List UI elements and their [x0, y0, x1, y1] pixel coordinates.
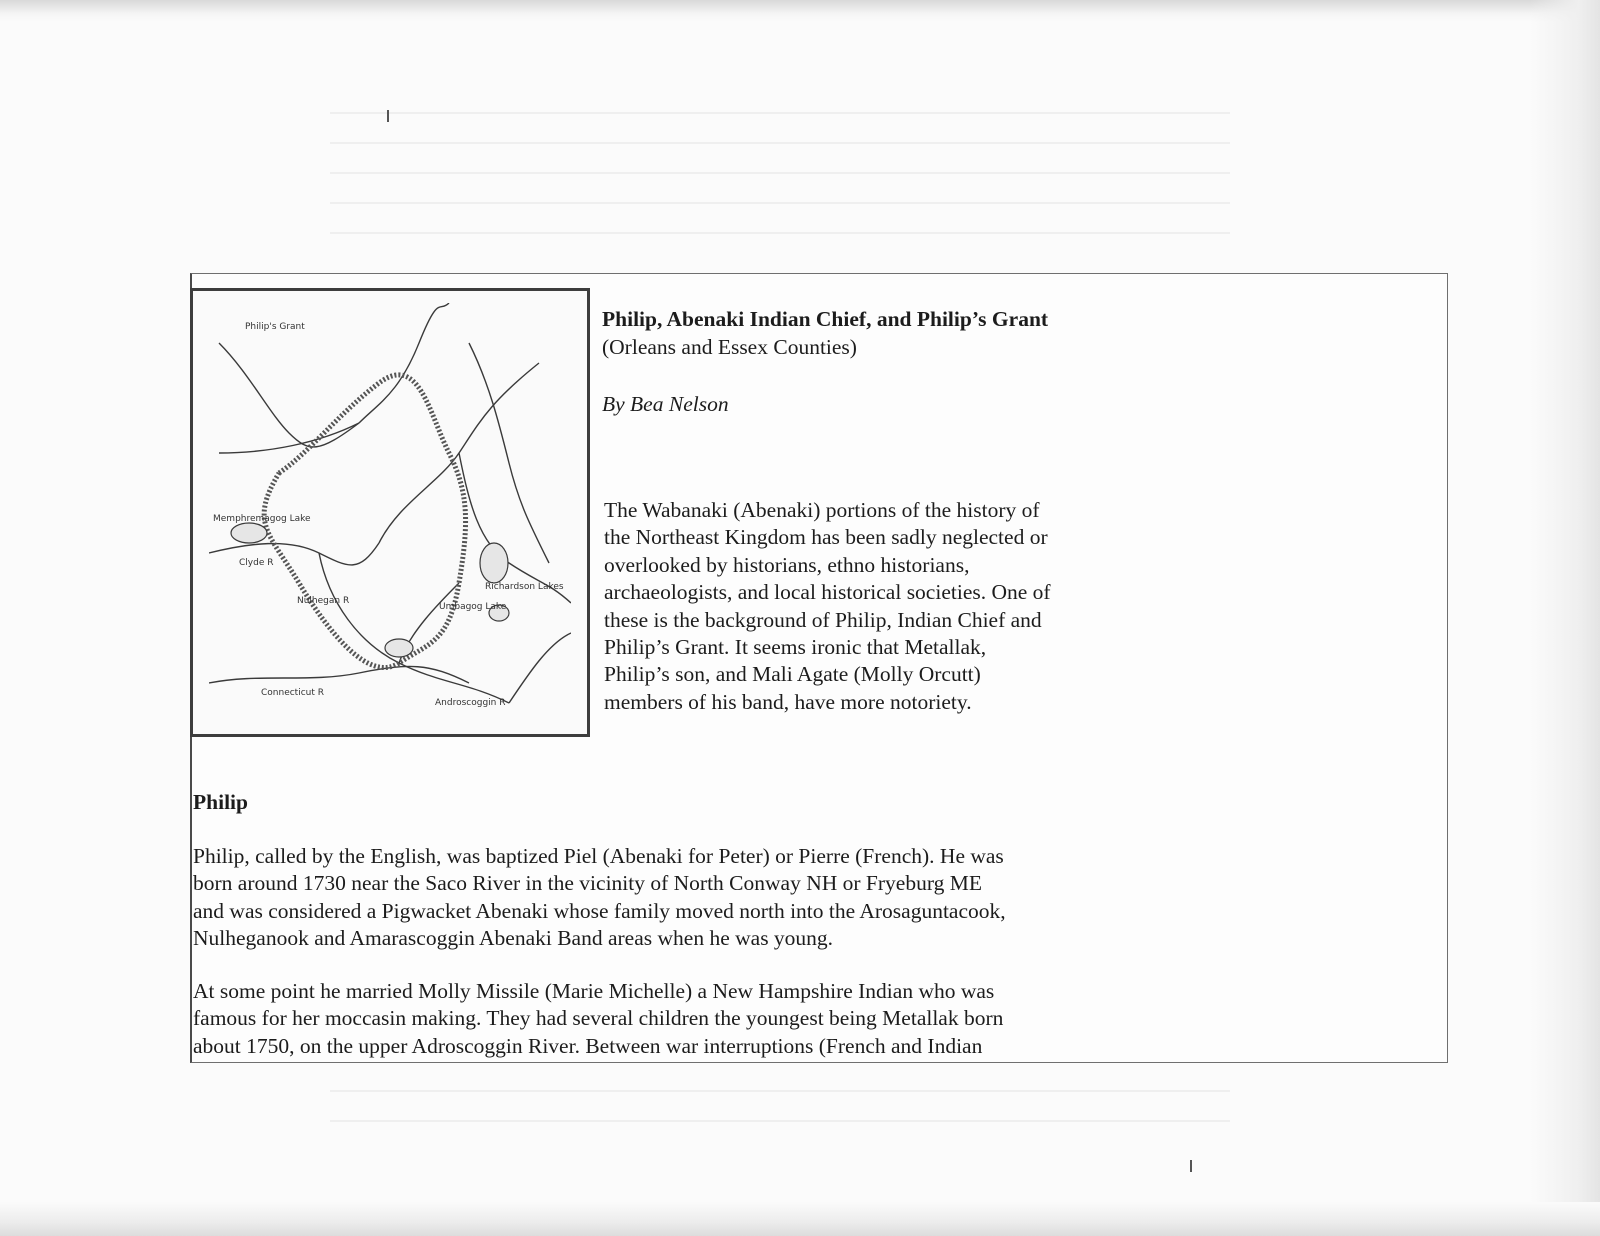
intro-line: The Wabanaki (Abenaki) portions of the history of	[604, 498, 1040, 522]
paragraph-line: Philip, called by the English, was baptized Piel (Abenaki for Peter) or Pierre (French). He was	[193, 844, 1004, 868]
intro-line: archaeologists, and local historical societies. One of	[604, 580, 1051, 605]
article-title: Philip, Abenaki Indian Chief, and Philip’s Grant	[602, 307, 1049, 331]
body-paragraph-1	[193, 843, 1308, 953]
article-subtitle: (Orleans and Essex Counties)	[602, 335, 857, 359]
scan-speck	[1190, 1160, 1192, 1172]
article-byline: By Bea Nelson	[602, 392, 729, 416]
intro-line: these is the background of Philip, Indian Chief and	[604, 607, 1042, 632]
river-line	[219, 343, 359, 447]
paragraph-line: At some point he married Molly Missile (Marie Michelle) a New Hampshire Indian who was	[193, 979, 995, 1003]
body-paragraph-2-clip	[190, 973, 1320, 1061]
intro-line: Philip’s Grant. It seems ironic that Metallak,	[604, 635, 987, 660]
body-paragraph-2	[193, 978, 1308, 1060]
lake-shape	[231, 523, 267, 543]
map-label-river2: Nulhegan R	[297, 596, 350, 606]
intro-paragraph	[604, 497, 1124, 716]
paragraph-line: and was considered a Pigwacket Abenaki whose family moved north into the Arosaguntacook,	[193, 898, 1006, 923]
map-figure	[190, 288, 590, 737]
bleed-through-line	[330, 1090, 1230, 1092]
paragraph-line: born around 1730 near the Saco River in the vicinity of North Conway NH or Fryeburg ME	[193, 871, 982, 896]
map-label-lake3: Richardson Lakes	[485, 582, 564, 592]
intro-line: overlooked by historians, ethno historians,	[604, 552, 970, 577]
bleed-through-line	[330, 202, 1230, 204]
map-label-lake1: Memphremagog Lake	[213, 514, 311, 524]
page-edge-right	[1530, 0, 1600, 1236]
section-heading: Philip	[193, 790, 248, 814]
map-drawing	[209, 303, 571, 721]
bleed-through-line	[330, 232, 1230, 234]
map-label-river4: Androscoggin R	[435, 698, 506, 708]
bleed-through-line	[330, 142, 1230, 144]
intro-line: members of his band, have more notoriety.	[604, 689, 972, 714]
river-line	[209, 543, 379, 565]
intro-line: Philip’s son, and Mali Agate (Molly Orcutt)	[604, 662, 981, 687]
bleed-through-line	[330, 1120, 1230, 1122]
river-line	[459, 453, 571, 603]
page-edge-top	[0, 0, 1600, 22]
page-edge-bottom	[0, 1202, 1600, 1236]
bleed-through-line	[330, 112, 1230, 114]
map-label-river1: Clyde R	[239, 558, 274, 568]
map-label-lake2: Umbagog Lake	[439, 602, 507, 612]
paragraph-line: about 1750, on the upper Adroscoggin River. Between war interruptions (French and Indian	[193, 1033, 983, 1058]
paragraph-line: Nulheganook and Amarascoggin Abenaki Band areas when he was young.	[193, 926, 834, 951]
scan-speck	[387, 110, 389, 122]
river-line	[209, 666, 469, 683]
lake-shape	[385, 639, 413, 657]
intro-line: the Northeast Kingdom has been sadly neglected or	[604, 525, 1048, 550]
river-line	[359, 303, 449, 423]
paragraph-line: famous for her moccasin making. They had several children the youngest being Metallak born	[193, 1006, 1004, 1031]
map-label-river3: Connecticut R	[261, 688, 325, 698]
lake-shape	[480, 543, 508, 583]
bleed-through-line	[330, 172, 1230, 174]
map-label-grant: Philip's Grant	[245, 322, 305, 332]
river-line	[319, 553, 509, 703]
river-line	[509, 633, 571, 703]
